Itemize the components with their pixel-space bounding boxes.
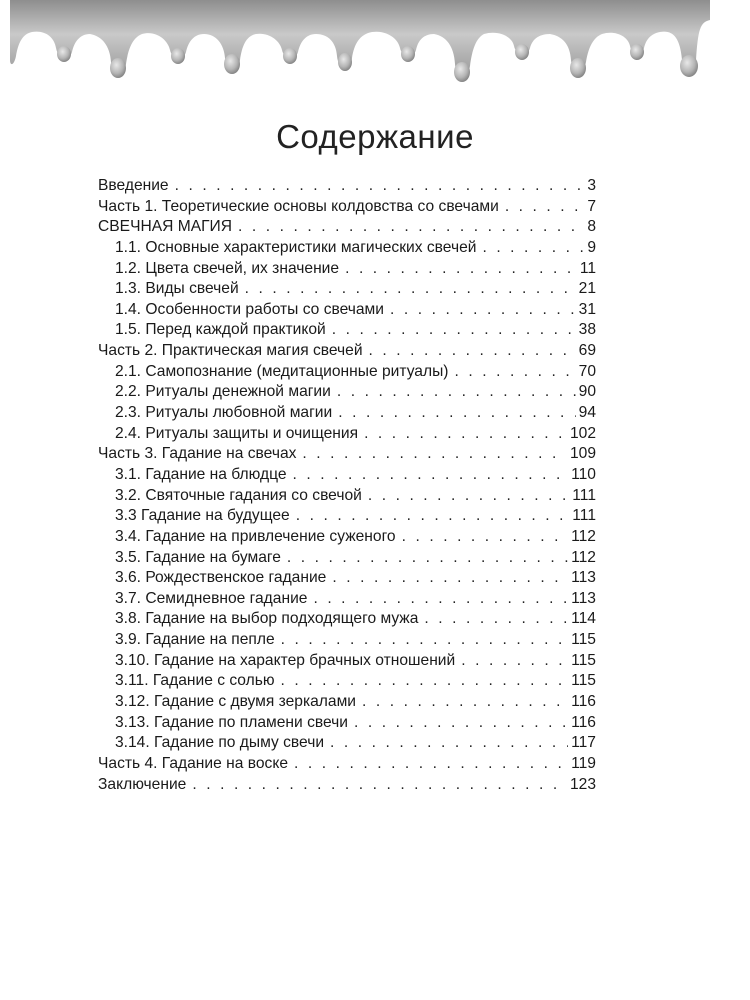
toc-entry bbox=[98, 424, 596, 445]
toc-leader-dots bbox=[175, 176, 585, 197]
toc-leader-dots bbox=[454, 362, 575, 383]
toc-entry-title: 3.6. Рождественское гадание bbox=[115, 569, 327, 587]
toc-entry-title: 1.3. Виды свечей bbox=[115, 280, 239, 298]
toc-entry-page-number: 70 bbox=[578, 362, 596, 380]
toc-entry bbox=[98, 176, 596, 197]
toc-leader-dots bbox=[345, 259, 577, 280]
toc-entry bbox=[98, 713, 596, 734]
toc-entry-title: Часть 1. Теоретические основы колдовства со свечами bbox=[98, 197, 499, 215]
toc-entry-title: 3.7. Семидневное гадание bbox=[115, 589, 308, 607]
toc-entry bbox=[98, 630, 596, 651]
toc-entry bbox=[98, 589, 596, 610]
toc-entry-page-number: 110 bbox=[571, 465, 596, 483]
toc-leader-dots bbox=[302, 444, 567, 465]
toc-entry bbox=[98, 320, 596, 341]
toc-entry-title: 3.10. Гадание на характер брачных отношений bbox=[115, 651, 456, 669]
toc-entry-page-number: 38 bbox=[578, 321, 596, 339]
toc-entry-page-number: 102 bbox=[569, 424, 596, 442]
toc-entry bbox=[98, 527, 596, 548]
toc-entry-page-number: 109 bbox=[569, 445, 596, 463]
toc-entry bbox=[98, 692, 596, 713]
toc-entry-title: 2.2. Ритуалы денежной магии bbox=[115, 383, 331, 401]
toc-entry-page-number: 115 bbox=[571, 672, 596, 690]
toc-entry bbox=[98, 197, 596, 218]
toc-entry bbox=[98, 548, 596, 569]
toc-entry-page-number: 116 bbox=[571, 693, 596, 711]
toc-entry-page-number: 115 bbox=[571, 651, 596, 669]
toc-entry-title: 3.13. Гадание по пламени свечи bbox=[115, 713, 348, 731]
toc-entry bbox=[98, 671, 596, 692]
toc-entry bbox=[98, 754, 596, 775]
toc-entry bbox=[98, 362, 596, 383]
toc-entry-page-number: 116 bbox=[571, 713, 596, 731]
toc-leader-dots bbox=[505, 197, 585, 218]
toc-entry-page-number: 90 bbox=[578, 383, 596, 401]
toc-entry-page-number: 111 bbox=[572, 507, 596, 525]
toc-entry-page-number: 94 bbox=[578, 404, 596, 422]
toc-entry-page-number: 69 bbox=[578, 342, 596, 360]
toc-entry-title: 3.4. Гадание на привлечение суженого bbox=[115, 527, 396, 545]
toc-entry-page-number: 11 bbox=[579, 259, 596, 277]
toc-leader-dots bbox=[369, 341, 576, 362]
toc-entry-page-number: 117 bbox=[571, 734, 596, 752]
toc-entry-page-number: 8 bbox=[587, 218, 596, 236]
toc-entry bbox=[98, 238, 596, 259]
toc-entry-page-number: 113 bbox=[571, 569, 596, 587]
toc-leader-dots bbox=[424, 609, 568, 630]
toc-entry-title: 2.4. Ритуалы защиты и очищения bbox=[115, 424, 359, 442]
toc-entry-page-number: 114 bbox=[571, 610, 596, 628]
toc-entry bbox=[98, 609, 596, 630]
toc-entry bbox=[98, 279, 596, 300]
toc-entry-title: 3.12. Гадание с двумя зеркалами bbox=[115, 693, 357, 711]
toc-entry-page-number: 111 bbox=[572, 486, 596, 504]
toc-entry-title: 3.5. Гадание на бумаге bbox=[115, 548, 281, 566]
toc-entry-title: Введение bbox=[98, 177, 169, 194]
toc-leader-dots bbox=[245, 279, 576, 300]
toc-entry-title: Часть 2. Практическая магия свечей bbox=[98, 342, 363, 360]
toc-leader-dots bbox=[294, 754, 568, 775]
table-of-contents bbox=[98, 176, 596, 795]
toc-entry-title: 1.2. Цвета свечей, их значение bbox=[115, 259, 340, 277]
toc-entry-title: 3.9. Гадание на пепле bbox=[115, 631, 275, 649]
toc-entry-page-number: 3 bbox=[587, 177, 596, 194]
toc-entry bbox=[98, 506, 596, 527]
toc-leader-dots bbox=[296, 506, 570, 527]
toc-leader-dots bbox=[364, 424, 567, 445]
toc-leader-dots bbox=[281, 671, 569, 692]
toc-leader-dots bbox=[238, 217, 584, 238]
toc-entry-title: 3.11. Гадание с солью bbox=[115, 672, 275, 690]
toc-leader-dots bbox=[402, 527, 569, 548]
toc-leader-dots bbox=[354, 713, 568, 734]
toc-leader-dots bbox=[368, 486, 569, 507]
toc-leader-dots bbox=[461, 651, 568, 672]
toc-leader-dots bbox=[192, 775, 567, 796]
toc-entry-title: СВЕЧНАЯ МАГИЯ bbox=[98, 218, 233, 236]
toc-entry-title: 3.3 Гадание на будущее bbox=[115, 507, 290, 525]
toc-entry-page-number: 119 bbox=[571, 754, 596, 772]
toc-leader-dots bbox=[482, 238, 584, 259]
toc-entry-title: 2.1. Самопознание (медитационные ритуалы) bbox=[115, 362, 449, 380]
toc-entry-title: 1.4. Особенности работы со свечами bbox=[115, 300, 384, 318]
toc-entry-page-number: 112 bbox=[571, 548, 596, 566]
toc-leader-dots bbox=[390, 300, 576, 321]
toc-leader-dots bbox=[281, 630, 568, 651]
toc-entry bbox=[98, 300, 596, 321]
toc-entry bbox=[98, 651, 596, 672]
toc-entry-title: 1.1. Основные характеристики магических свечей bbox=[115, 238, 477, 256]
toc-entry-page-number: 31 bbox=[578, 300, 596, 318]
toc-leader-dots bbox=[330, 733, 568, 754]
toc-leader-dots bbox=[332, 320, 576, 341]
toc-entry bbox=[98, 259, 596, 280]
toc-entry bbox=[98, 486, 596, 507]
wax-drips-decoration bbox=[10, 0, 710, 92]
toc-entry bbox=[98, 217, 596, 238]
toc-entry-page-number: 21 bbox=[578, 280, 596, 298]
toc-entry-page-number: 113 bbox=[571, 589, 596, 607]
toc-entry-title: 3.14. Гадание по дыму свечи bbox=[115, 734, 325, 752]
toc-leader-dots bbox=[332, 568, 568, 589]
toc-leader-dots bbox=[338, 403, 575, 424]
toc-entry-page-number: 9 bbox=[587, 238, 596, 256]
toc-entry-title: 2.3. Ритуалы любовной магии bbox=[115, 404, 333, 422]
toc-entry-title: 3.8. Гадание на выбор подходящего мужа bbox=[115, 610, 419, 628]
toc-entry-page-number: 7 bbox=[587, 197, 596, 215]
toc-entry-title: 1.5. Перед каждой практикой bbox=[115, 321, 326, 339]
toc-entry bbox=[98, 444, 596, 465]
toc-entry bbox=[98, 775, 596, 796]
toc-leader-dots bbox=[337, 382, 576, 403]
toc-entry bbox=[98, 341, 596, 362]
page-title: Содержание bbox=[276, 118, 474, 155]
toc-entry-title: Часть 4. Гадание на воске bbox=[98, 754, 289, 772]
toc-leader-dots bbox=[287, 548, 568, 569]
toc-entry-page-number: 112 bbox=[571, 527, 596, 545]
toc-entry-page-number: 123 bbox=[569, 775, 596, 793]
toc-entry-title: 3.1. Гадание на блюдце bbox=[115, 465, 287, 483]
toc-entry-title: Заключение bbox=[98, 775, 187, 793]
toc-entry bbox=[98, 733, 596, 754]
toc-leader-dots bbox=[293, 465, 569, 486]
toc-entry bbox=[98, 382, 596, 403]
toc-entry-title: 3.2. Святочные гадания со свечой bbox=[115, 486, 362, 504]
toc-leader-dots bbox=[313, 589, 568, 610]
toc-entry bbox=[98, 403, 596, 424]
toc-entry bbox=[98, 465, 596, 486]
toc-leader-dots bbox=[362, 692, 568, 713]
toc-entry bbox=[98, 568, 596, 589]
toc-entry-page-number: 115 bbox=[571, 631, 596, 649]
toc-entry-title: Часть 3. Гадание на свечах bbox=[98, 445, 297, 463]
